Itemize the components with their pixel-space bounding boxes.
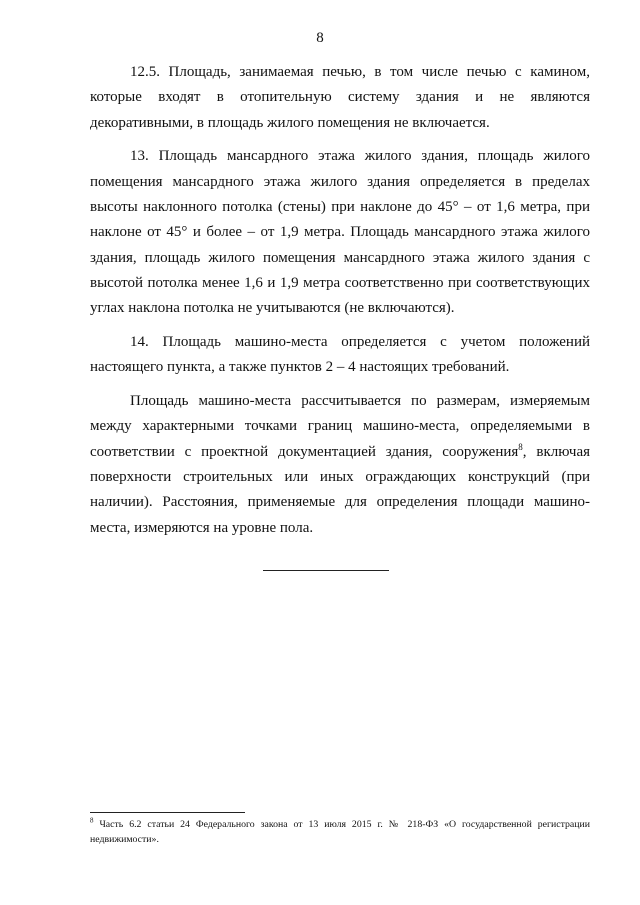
- page-number: 8: [316, 30, 324, 46]
- footnote-rule: [90, 812, 245, 813]
- paragraph-text-after-ref: , включая поверхности строительных или иных ограждающих конструкций (при наличии). Расстояния, применяемые для определения площади машино-места, измеряются на уровне пола.: [90, 443, 590, 536]
- paragraph-13: 13. Площадь мансардного этажа жилого здания, площадь жилого помещения мансардного этажа жилого здания определяется в пределах высоты наклонного потолка (стены) при наклоне до 45° – от 1,6 метра, при наклоне от 45° и более – от 1,9 метра. Площадь мансардного этажа жилого здания, площадь жилого помещения мансардного этажа жилого здания с высотой потолка менее 1,6 и 1,9 метра соответственно при соответствующих углах наклона потолка не учитываются (не включаются).: [90, 148, 590, 317]
- footnote-reference[interactable]: 8: [518, 441, 523, 452]
- footnote: [90, 817, 590, 847]
- footnote-text: Часть 6.2 статьи 24 Федерального закона от 13 июля 2015 г. № 218-ФЗ «О государственной регистрации недвижимости».: [90, 819, 590, 845]
- paragraph-12-5: 12.5. Площадь, занимаемая печью, в том числе печью с камином, которые входят в отопительную систему здания и не являются декоративными, в площадь жилого помещения не включается.: [90, 64, 590, 131]
- paragraph-parking-area: [90, 389, 590, 541]
- paragraph-14: 14. Площадь машино-места определяется с учетом положений настоящего пункта, а также пунктов 2 – 4 настоящих требований.: [90, 333, 590, 376]
- document-body: [90, 60, 590, 549]
- end-of-text-separator: [263, 570, 389, 571]
- footnote-marker: 8: [90, 816, 94, 825]
- paragraph-text-before-ref: Площадь машино-места рассчитывается по размерам, измеряемым между характерными точками границ машино-места, определяемыми в соответствии с проектной документацией здания, сооружения: [90, 393, 590, 460]
